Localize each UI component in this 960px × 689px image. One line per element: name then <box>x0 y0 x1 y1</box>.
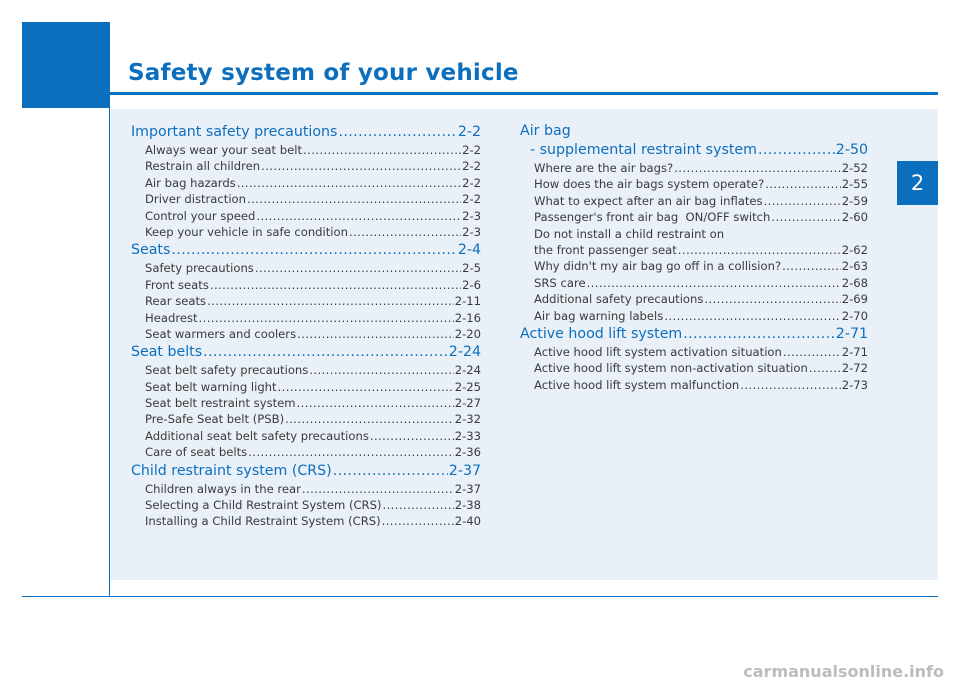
toc-entry-title: Air bag warning labels <box>534 308 664 323</box>
toc-entry[interactable] <box>520 308 868 324</box>
toc-entry-title: Safety precautions <box>145 261 254 276</box>
dot-leader <box>587 275 841 291</box>
toc-entry-title: Additional safety precautions <box>534 292 704 307</box>
toc-entry[interactable] <box>520 193 868 209</box>
toc-entry[interactable] <box>520 258 868 274</box>
toc-section-title: Active hood lift system <box>520 325 683 342</box>
toc-section-title: Seat belts <box>131 344 203 361</box>
toc-entry-page: 2-2 <box>462 143 481 157</box>
toc-section <box>131 461 481 530</box>
toc-entry[interactable] <box>131 497 481 513</box>
toc-entry[interactable] <box>131 260 481 276</box>
dot-leader <box>248 444 453 460</box>
toc-entry[interactable] <box>131 208 481 224</box>
toc-section-heading[interactable] <box>131 461 481 481</box>
toc-entry-page: 2-36 <box>454 445 481 460</box>
footer-line <box>22 596 938 597</box>
dot-leader <box>297 395 454 411</box>
toc-entry-title: SRS care <box>534 275 586 290</box>
dot-leader <box>664 308 840 324</box>
toc-entry-page: 2-69 <box>841 292 868 307</box>
toc-section-page: 2-4 <box>457 242 481 259</box>
dot-leader <box>247 191 461 207</box>
toc-section-title: Child restraint system (CRS) <box>131 462 332 479</box>
toc-section-page: 2-71 <box>835 325 868 342</box>
toc-entry-page: 2-62 <box>841 242 868 257</box>
toc-entry[interactable] <box>131 379 481 395</box>
dot-leader <box>783 344 841 360</box>
toc-entry-title: Rear seats <box>145 294 207 309</box>
toc-entry-title: Front seats <box>145 277 209 292</box>
dot-leader <box>203 342 448 362</box>
toc-entry-page: 2-37 <box>454 481 481 496</box>
toc-entry-title: Air bag hazards <box>145 175 236 190</box>
toc-section <box>131 240 481 342</box>
toc-entry-title: Always wear your seat belt <box>145 143 303 157</box>
toc-section-title: - supplemental restraint system <box>530 142 757 158</box>
header-color-block <box>22 22 109 108</box>
toc-entry-page: 2-72 <box>841 361 868 376</box>
dot-leader <box>382 513 454 529</box>
toc-entry[interactable] <box>520 209 868 225</box>
toc-entry-page: 2-40 <box>454 514 481 529</box>
toc-section-page: 2-50 <box>835 142 868 158</box>
toc-entry-page: 2-2 <box>462 159 481 174</box>
toc-entry[interactable] <box>131 142 481 158</box>
toc-entry[interactable] <box>131 191 481 207</box>
toc-entry-page: 2-24 <box>454 363 481 378</box>
toc-entry[interactable] <box>131 428 481 444</box>
toc-entry[interactable] <box>131 158 481 174</box>
toc-section-heading[interactable] <box>131 240 481 260</box>
toc-entry-page: 2-27 <box>454 396 481 411</box>
dot-leader <box>302 481 454 497</box>
toc-entry-title: Installing a Child Restraint System (CRS) <box>145 514 381 529</box>
toc-entry-title: Keep your vehicle in safe condition <box>145 224 348 239</box>
toc-entry-title: Pre-Safe Seat belt (PSB) <box>145 412 285 427</box>
toc-entry-title: Seat warmers and coolers <box>145 326 297 341</box>
toc-entry-title: Active hood lift system activation situation <box>534 344 782 359</box>
toc-entry-page: 2-55 <box>841 177 868 192</box>
dot-leader <box>809 360 841 376</box>
toc-entry-title: How does the air bags system operate? <box>534 177 765 192</box>
toc-entry-page: 2-3 <box>462 224 481 239</box>
toc-section <box>131 122 481 240</box>
toc-entry[interactable] <box>520 160 868 176</box>
toc-section-title: Important safety precautions <box>131 124 338 140</box>
toc-entry-page: 2-52 <box>841 161 868 175</box>
dot-leader <box>683 324 835 344</box>
title-underline <box>109 92 938 95</box>
toc-entry-page: 2-16 <box>454 310 481 325</box>
toc-section-heading[interactable] <box>131 122 481 142</box>
toc-entry-page: 2-59 <box>841 193 868 208</box>
dot-leader <box>370 428 454 444</box>
dot-leader <box>199 310 454 326</box>
toc-entry-page: 2-63 <box>841 259 868 274</box>
toc-entry-title: Passenger's front air bag ON/OFF switch <box>534 210 771 225</box>
toc-section-page: 2-37 <box>448 462 481 479</box>
watermark-text: carmanualsonline.info <box>743 662 944 681</box>
toc-entry-title: Active hood lift system non-activation situation <box>534 361 808 376</box>
dot-leader <box>349 224 461 240</box>
dot-leader <box>674 160 840 176</box>
toc-entry-title: Seat belt safety precautions <box>145 363 309 378</box>
dot-leader <box>383 497 454 513</box>
dot-leader <box>261 158 461 174</box>
toc-entry[interactable] <box>520 360 868 376</box>
dot-leader <box>309 362 453 378</box>
toc-entry[interactable] <box>520 242 868 258</box>
dot-leader <box>678 242 841 258</box>
toc-section <box>520 122 868 324</box>
toc-entry[interactable] <box>520 344 868 360</box>
toc-entry-title: What to expect after an air bag inflates <box>534 193 763 208</box>
toc-entry[interactable] <box>520 291 868 307</box>
toc-entry-page: 2-73 <box>841 377 868 392</box>
dot-leader <box>207 293 454 309</box>
toc-entry-page: 2-20 <box>454 326 481 341</box>
dot-leader <box>278 379 454 395</box>
toc-entry-title: Restrain all children <box>145 159 261 174</box>
toc-entry-page: 2-70 <box>841 308 868 323</box>
dot-leader <box>740 377 840 393</box>
dot-leader <box>210 277 461 293</box>
toc-entry[interactable] <box>520 176 868 192</box>
toc-entry[interactable] <box>131 395 481 411</box>
toc-section-title: Seats <box>131 242 171 259</box>
dot-leader <box>758 140 835 160</box>
toc-entry-title: Additional seat belt safety precautions <box>145 428 369 443</box>
dot-leader <box>285 411 454 427</box>
chapter-tab[interactable]: 2 <box>897 161 938 205</box>
toc-entry-page: 2-68 <box>841 275 868 290</box>
toc-entry-title: Seat belt warning light <box>145 379 277 394</box>
dot-leader <box>765 176 840 192</box>
dot-leader <box>338 122 456 142</box>
dot-leader <box>255 260 461 276</box>
dot-leader <box>704 291 840 307</box>
toc-entry-title: Active hood lift system malfunction <box>534 377 740 392</box>
toc-entry-page: 2-60 <box>841 210 868 225</box>
dot-leader <box>297 326 454 342</box>
toc-section <box>520 324 868 393</box>
toc-entry-title: Control your speed <box>145 208 256 223</box>
toc-section-heading[interactable] <box>520 324 868 344</box>
toc-entry-page: 2-6 <box>462 277 481 292</box>
toc-entry-title: the front passenger seat <box>534 242 677 257</box>
dot-leader <box>171 240 456 260</box>
toc-section <box>131 342 481 460</box>
toc-entry-title: Seat belt restraint system <box>145 396 296 411</box>
toc-entry-title: Headrest <box>145 310 198 325</box>
toc-entry[interactable] <box>520 377 868 393</box>
toc-entry[interactable] <box>131 326 481 342</box>
toc-entry-title: Selecting a Child Restraint System (CRS) <box>145 498 382 513</box>
toc-entry[interactable] <box>131 444 481 460</box>
dot-leader <box>771 209 840 225</box>
toc-entry-page: 2-11 <box>454 294 481 309</box>
dot-leader <box>764 193 841 209</box>
toc-section-title[interactable]: Air bag <box>520 123 571 139</box>
toc-entry-title: Children always in the rear <box>145 481 301 496</box>
dot-leader <box>303 142 461 158</box>
toc-entry[interactable] <box>131 310 481 326</box>
dot-leader <box>333 461 448 481</box>
toc-entry[interactable] <box>131 224 481 240</box>
toc-entry-title-line1[interactable]: Do not install a child restraint on <box>534 226 725 241</box>
toc-entry[interactable] <box>131 513 481 529</box>
toc-entry-page: 2-2 <box>462 175 481 190</box>
toc-entry-page: 2-2 <box>462 192 481 207</box>
toc-entry-page: 2-3 <box>462 208 481 223</box>
toc-entry[interactable] <box>131 293 481 309</box>
toc-entry-page: 2-25 <box>454 379 481 394</box>
toc-entry-page: 2-71 <box>841 344 868 359</box>
dot-leader <box>256 208 461 224</box>
toc-entry[interactable] <box>520 275 868 291</box>
dot-leader <box>782 258 841 274</box>
toc-entry[interactable] <box>131 481 481 497</box>
toc-entry[interactable] <box>131 411 481 427</box>
toc-entry-title: Why didn't my air bag go off in a collision? <box>534 259 782 274</box>
toc-entry-page: 2-38 <box>454 498 481 513</box>
toc-entry[interactable] <box>131 277 481 293</box>
toc-column-left <box>131 122 481 530</box>
toc-entry-title: Driver distraction <box>145 192 246 207</box>
page-title: Safety system of your vehicle <box>128 60 519 86</box>
toc-entry[interactable] <box>131 362 481 378</box>
toc-entry-page: 2-5 <box>462 261 481 276</box>
toc-column-right <box>520 122 868 393</box>
dot-leader <box>237 175 461 191</box>
toc-entry-title: Where are the air bags? <box>534 161 674 175</box>
toc-entry-page: 2-33 <box>454 428 481 443</box>
toc-entry-title: Care of seat belts <box>145 445 248 460</box>
toc-section-heading[interactable] <box>520 140 868 160</box>
toc-section-heading[interactable] <box>131 342 481 362</box>
toc-entry-page: 2-32 <box>454 412 481 427</box>
toc-entry[interactable] <box>131 175 481 191</box>
toc-section-page: 2-2 <box>457 124 481 140</box>
toc-section-page: 2-24 <box>448 344 481 361</box>
